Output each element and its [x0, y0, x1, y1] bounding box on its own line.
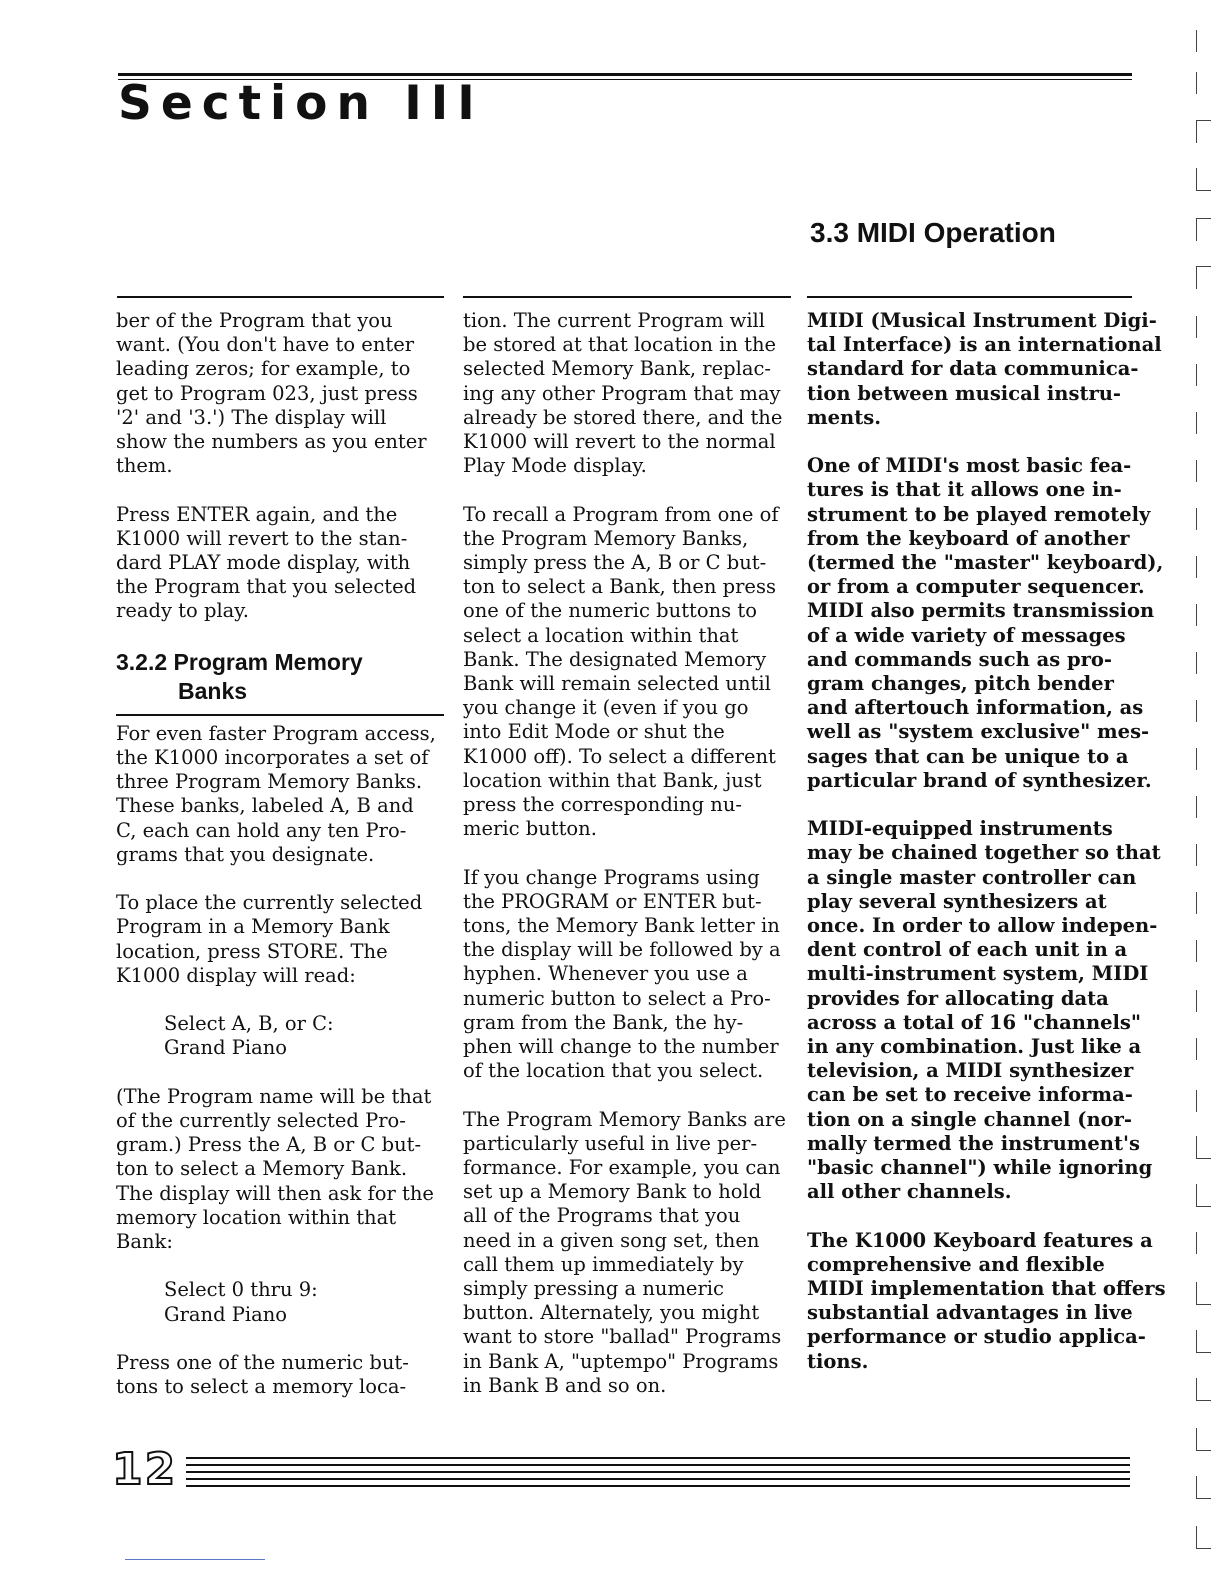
edge-mark: [1196, 266, 1211, 289]
edge-mark: [1196, 460, 1211, 482]
edge-mark: [1196, 1476, 1211, 1499]
edge-mark: [1196, 748, 1211, 770]
column-3: [807, 309, 1166, 1398]
edge-mark: [1196, 30, 1211, 52]
paragraph: (The Program name will be that of the currently selected Pro- gram.) Press the A, B or C but- ton to select a Memory Bank. The display will then ask for the memory location within that Bank:: [116, 1084, 434, 1254]
footer-rule: [186, 1471, 1130, 1473]
program-memory-banks-heading: 3.2.2 Program Memory Banks: [116, 648, 444, 716]
edge-mark: [1196, 700, 1211, 722]
paragraph: To recall a Program from one of the Program Memory Banks, simply press the A, B or C but- ton to select a Bank, then press one of the numeric buttons to select a location within that Bank. The designated Memory Bank will remain selected until you change it (even if you go into Edit Mode or shut the K1000 off). To select a different location within that Bank, just press the corresponding nu- meric button.: [463, 502, 779, 841]
paragraph: Press one of the numeric but- tons to select a memory loca-: [116, 1351, 409, 1399]
edge-mark: [1196, 218, 1211, 241]
edge-mark: [1196, 892, 1211, 914]
scan-artifact-line: [125, 1559, 265, 1560]
column-1: [116, 309, 444, 1424]
paragraph: For even faster Program access, the K1000 incorporates a set of three Program Memory Banks. These banks, labeled A, B and C, each can hold any ten Pro- grams that you designate.: [116, 721, 436, 866]
edge-mark: [1196, 508, 1211, 530]
edge-mark: [1196, 1090, 1211, 1112]
column2-rule: [463, 296, 791, 298]
edge-mark: [1196, 120, 1211, 143]
edge-mark: [1196, 652, 1211, 674]
paragraph: The Program Memory Banks are particularly useful in live per- formance. For example, you can set up a Memory Bank to hold all of the Programs that you need in a given song set, then call them up immediately by simply pressing a numeric button. Alternately, you might want to store "ballad" Programs in Bank A, "uptempo" Programs in Bank B and so on.: [463, 1107, 786, 1397]
footer-rule: [186, 1457, 1130, 1459]
scan-edge-marks: [1192, 0, 1224, 1584]
paragraph: MIDI (Musical Instrument Digi- tal Interface) is an international standard for data communica- tion between musical instru- ments.: [807, 309, 1162, 429]
edge-mark: [1196, 168, 1211, 191]
edge-mark: [1196, 1526, 1211, 1549]
footer-rule: [186, 1478, 1130, 1480]
paragraph: ber of the Program that you want. (You don't have to enter leading zeros; for example, to get to Program 023, just press '2' and '3.') The display will show the numbers as you enter them.: [116, 309, 427, 478]
paragraph: If you change Programs using the PROGRAM or ENTER but- tons, the Memory Bank letter in the display will be followed by a hyphen. Whenever you use a numeric button to select a Pro- gram from the Bank, the hy- phen will change to the number of the location that you select.: [463, 865, 781, 1083]
footer-rule: [186, 1464, 1130, 1466]
edge-mark: [1196, 1282, 1211, 1305]
paragraph: The K1000 Keyboard features a comprehensive and flexible MIDI implementation that offers substantial advantages in live performance or studio applica- tions.: [807, 1228, 1166, 1373]
column3-rule: [807, 296, 1132, 298]
edge-mark: [1196, 940, 1211, 962]
display-readout: Select 0 thru 9: Grand Piano: [164, 1278, 318, 1326]
edge-mark: [1196, 1232, 1211, 1254]
paragraph: To place the currently selected Program in a Memory Bank location, press STORE. The K1000 display will read:: [116, 891, 423, 987]
column-2: [463, 309, 791, 1422]
midi-operation-heading: 3.3 MIDI Operation: [810, 217, 1056, 248]
edge-mark: [1196, 1184, 1211, 1207]
edge-mark: [1196, 1136, 1211, 1159]
paragraph: MIDI-equipped instruments may be chained together so that a single master controller can play several synthesizers at once. In order to allow indepen- dent control of each unit in a multi-instrument system, MIDI provides for allocating data across a total of 16 "channels" in any combination. Just like a television, a MIDI synthesizer can be set to receive informa- tion on a single channel (nor- mally termed the instrument's "basic channel") while ignoring all other channels.: [807, 817, 1161, 1204]
paragraph: Press ENTER again, and the K1000 will revert to the stan- dard PLAY mode display, with the Program that you selected ready to play.: [116, 502, 417, 623]
paragraph: One of MIDI's most basic fea- tures is that it allows one in- strument to be played remotely from the keyboard of another (termed the "master" keyboard), or from a computer sequencer. MIDI also permits transmission of a wide variety of messages and commands such as pro- gram changes, pitch bender and aftertouch information, as well as "system exclusive" mes- sages that can be unique to a particular brand of synthesizer.: [807, 454, 1164, 792]
edge-mark: [1196, 604, 1211, 626]
edge-mark: [1196, 796, 1211, 818]
edge-mark: [1196, 844, 1211, 866]
edge-mark: [1196, 316, 1211, 338]
edge-mark: [1196, 990, 1211, 1012]
edge-mark: [1196, 1038, 1211, 1060]
edge-mark: [1196, 1330, 1211, 1353]
footer-rule: [186, 1485, 1130, 1487]
paragraph: tion. The current Program will be stored at that location in the selected Memory Bank, replac- ing any other Program that may already be stored there, and the K1000 will revert to the normal Play Mode display.: [463, 309, 783, 478]
edge-mark: [1196, 1428, 1211, 1451]
edge-mark: [1196, 72, 1211, 94]
edge-mark: [1196, 412, 1211, 434]
page-number: 12: [112, 1444, 178, 1495]
edge-mark: [1196, 556, 1211, 578]
footer-rules: [186, 1457, 1130, 1497]
column1-rule: [117, 296, 444, 298]
section-title: Section III: [118, 76, 484, 131]
edge-mark: [1196, 364, 1211, 386]
edge-mark: [1196, 1378, 1211, 1401]
display-readout: Select A, B, or C: Grand Piano: [164, 1012, 334, 1060]
